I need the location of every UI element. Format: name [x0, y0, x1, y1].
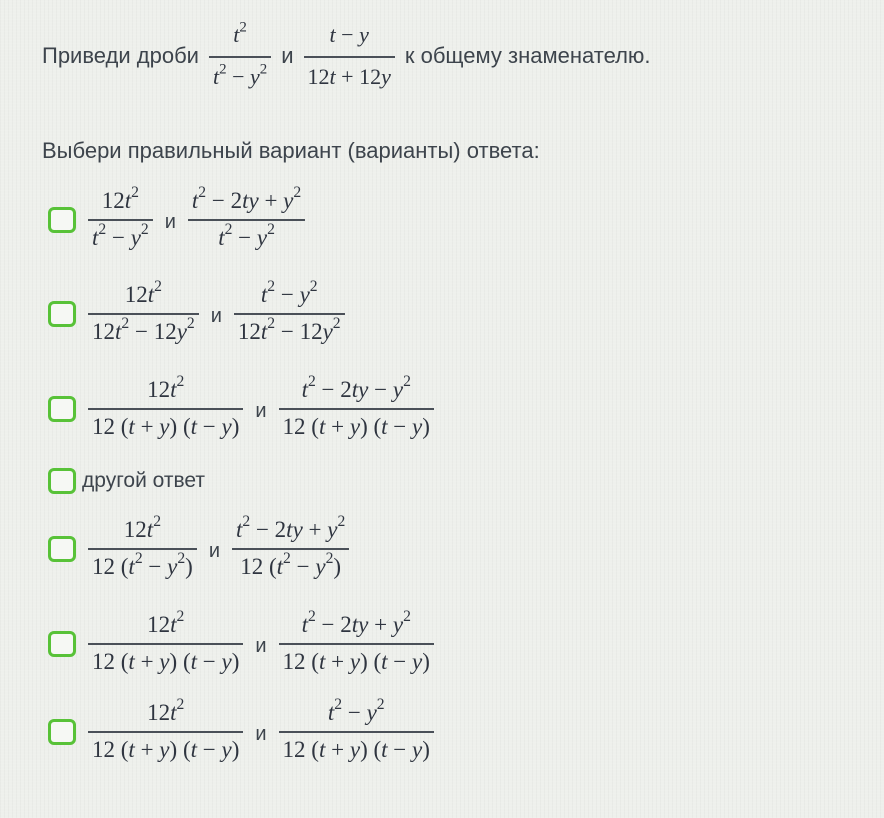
option-5-fraction-a-den: 12 $(t^2 - y^2)$ [92, 550, 193, 580]
option-7-fraction-b [279, 696, 434, 763]
task-fraction-1 [209, 19, 271, 89]
other-answer-label: другой ответ [82, 469, 205, 492]
option-conjunction: и [164, 211, 176, 234]
option-6-fraction-a-den: 12 (t + y) (t − y) [92, 649, 240, 675]
option-7-fraction-b-den: 12 (t + y) (t − y) [282, 737, 430, 763]
task-fraction-2-den: 12t + 12y [307, 63, 391, 89]
task-fraction-2-num: t − y [329, 22, 369, 47]
task-prefix: Приведи дроби [42, 42, 199, 68]
checkbox[interactable] [48, 301, 76, 327]
answer-option-other[interactable] [48, 468, 205, 494]
fraction-bar [88, 313, 199, 315]
checkbox[interactable] [48, 396, 76, 422]
fraction-bar [88, 643, 243, 645]
option-conjunction: и [210, 305, 222, 328]
option-2-fraction-b-num: $t^2 - y^2$ [260, 278, 318, 307]
fraction-bar [279, 643, 434, 645]
task-fraction-1-den: $t^2 - y^2$ [212, 61, 268, 89]
option-5-fraction-b [232, 513, 349, 580]
task-fraction-2 [304, 22, 395, 89]
task-conjunction: и [281, 42, 294, 68]
option-6-fraction-b-den: 12 (t + y) (t − y) [282, 649, 430, 675]
option-1-fraction-b-num: $t^2 - 2ty + y^2$ [191, 184, 302, 213]
answer-option-2[interactable] [48, 278, 345, 345]
answer-option-7[interactable] [48, 696, 434, 763]
fraction-bar [279, 408, 434, 410]
option-6-fraction-b-num: $t^2 - 2ty + y^2$ [301, 608, 411, 637]
checkbox[interactable] [48, 207, 76, 233]
option-6-fraction-a-num: $12t^2$ [147, 608, 185, 637]
option-2-fraction-b [234, 278, 345, 345]
option-5-fraction-a-num: $12t^2$ [123, 513, 161, 542]
fraction-bar [88, 731, 243, 733]
option-2-fraction-a [88, 278, 199, 345]
option-7-fraction-b-num: $t^2 - y^2$ [327, 696, 385, 725]
instruction-text: Выбери правильный вариант (варианты) ответа: [42, 138, 540, 163]
option-conjunction: и [255, 723, 267, 746]
option-1-fraction-b [188, 184, 305, 251]
option-conjunction: и [255, 635, 267, 658]
checkbox[interactable] [48, 719, 76, 745]
task-fraction-1-num: $t^2$ [233, 19, 247, 47]
task-suffix: к общему знаменателю. [404, 42, 651, 68]
option-6-fraction-a [88, 608, 243, 675]
fraction-bar [88, 408, 243, 410]
option-3-fraction-b-den: 12 (t + y) (t − y) [282, 414, 430, 440]
option-7-fraction-a-den: 12 (t + y) (t − y) [92, 737, 240, 763]
option-5-fraction-b-den: 12 $(t^2 - y^2)$ [240, 550, 342, 580]
fraction-bar [234, 313, 345, 315]
option-1-fraction-b-den: $t^2 - y^2$ [218, 221, 275, 251]
task-statement [42, 19, 651, 89]
option-7-fraction-a [88, 696, 243, 763]
option-3-fraction-b [279, 373, 434, 440]
answer-option-6[interactable] [48, 608, 434, 675]
option-2-fraction-a-den: $12t^2 - 12y^2$ [92, 315, 195, 345]
option-1-fraction-a-num: $12t^2$ [101, 184, 139, 213]
option-1-fraction-a [88, 184, 153, 251]
fraction-bar [188, 219, 305, 221]
option-2-fraction-a-num: $12t^2$ [124, 278, 162, 307]
option-5-fraction-a [88, 513, 197, 580]
answer-option-5[interactable] [48, 513, 349, 580]
option-3-fraction-b-num: $t^2 - 2ty - y^2$ [301, 373, 411, 402]
checkbox[interactable] [48, 468, 76, 494]
fraction-bar [279, 731, 434, 733]
checkbox[interactable] [48, 631, 76, 657]
fraction-bar [304, 56, 395, 58]
answer-option-3[interactable] [48, 373, 434, 440]
option-6-fraction-b [279, 608, 434, 675]
option-5-fraction-b-num: $t^2 - 2ty + y^2$ [235, 513, 346, 542]
option-1-fraction-a-den: $t^2 - y^2$ [92, 221, 149, 251]
option-conjunction: и [208, 540, 220, 563]
option-7-fraction-a-num: $12t^2$ [147, 696, 185, 725]
answer-option-1[interactable] [48, 184, 305, 251]
fraction-bar [209, 56, 271, 58]
option-3-fraction-a-num: $12t^2$ [147, 373, 185, 402]
option-3-fraction-a [88, 373, 243, 440]
option-2-fraction-b-den: $12t^2 - 12y^2$ [237, 315, 341, 345]
option-conjunction: и [255, 400, 267, 423]
checkbox[interactable] [48, 536, 76, 562]
option-3-fraction-a-den: 12 (t + y) (t − y) [92, 414, 240, 440]
